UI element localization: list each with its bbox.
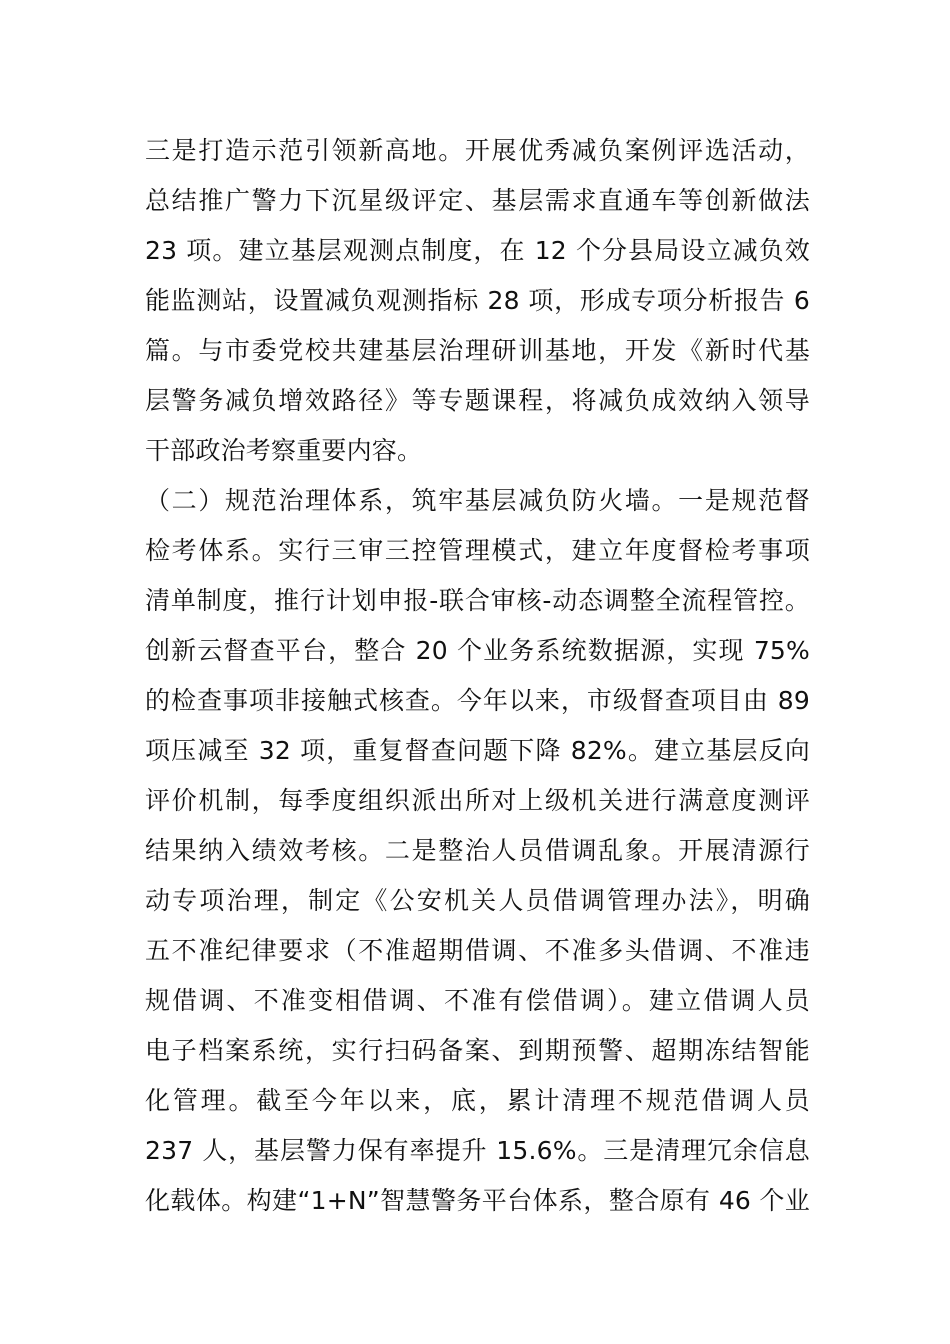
text-line-6: 层警务减负增效路径》等专题课程，将减负成效纳入领导 bbox=[145, 386, 810, 415]
text-line-21: 237 人，基层警力保有率提升 15.6%。三是清理冗余信息 bbox=[145, 1136, 810, 1165]
text-line-20: 化管理。截至今年以来，底，累计清理不规范借调人员 bbox=[145, 1086, 810, 1115]
text-line-19: 电子档案系统，实行扫码备案、到期预警、超期冻结智能 bbox=[145, 1036, 810, 1065]
text-line-12: 的检查事项非接触式核查。今年以来，市级督查项目由 89 bbox=[145, 686, 810, 715]
text-line-7: 干部政治考察重要内容。 bbox=[145, 436, 423, 465]
text-line-18: 规借调、不准变相借调、不准有偿借调）。建立借调人员 bbox=[145, 986, 810, 1015]
text-line-22: 化载体。构建“1+N”智慧警务平台体系，整合原有 46 个业 bbox=[145, 1186, 810, 1215]
text-line-11: 创新云督查平台，整合 20 个业务系统数据源，实现 75% bbox=[145, 636, 810, 665]
text-line-17: 五不准纪律要求（不准超期借调、不准多头借调、不准违 bbox=[145, 936, 810, 965]
text-line-13: 项压减至 32 项，重复督查问题下降 82%。建立基层反向 bbox=[145, 736, 810, 765]
text-line-9: 检考体系。实行三审三控管理模式，建立年度督检考事项 bbox=[145, 536, 810, 565]
body-text bbox=[145, 126, 810, 1226]
text-line-14: 评价机制，每季度组织派出所对上级机关进行满意度测评 bbox=[145, 786, 810, 815]
text-line-3: 23 项。建立基层观测点制度，在 12 个分县局设立减负效 bbox=[145, 236, 810, 265]
text-line-10: 清单制度，推行计划申报-联合审核-动态调整全流程管控。 bbox=[145, 586, 810, 615]
text-line-1: 三是打造示范引领新高地。开展优秀减负案例评选活动， bbox=[145, 136, 810, 165]
text-line-2: 总结推广警力下沉星级评定、基层需求直通车等创新做法 bbox=[145, 186, 810, 215]
text-line-15: 结果纳入绩效考核。二是整治人员借调乱象。开展清源行 bbox=[145, 836, 810, 865]
text-line-16: 动专项治理，制定《公安机关人员借调管理办法》，明确 bbox=[145, 886, 810, 915]
text-line-8: （二）规范治理体系，筑牢基层减负防火墙。一是规范督 bbox=[145, 486, 810, 515]
text-line-4: 能监测站，设置减负观测指标 28 项，形成专项分析报告 6 bbox=[145, 286, 810, 315]
text-line-5: 篇。与市委党校共建基层治理研训基地，开发《新时代基 bbox=[145, 336, 810, 365]
